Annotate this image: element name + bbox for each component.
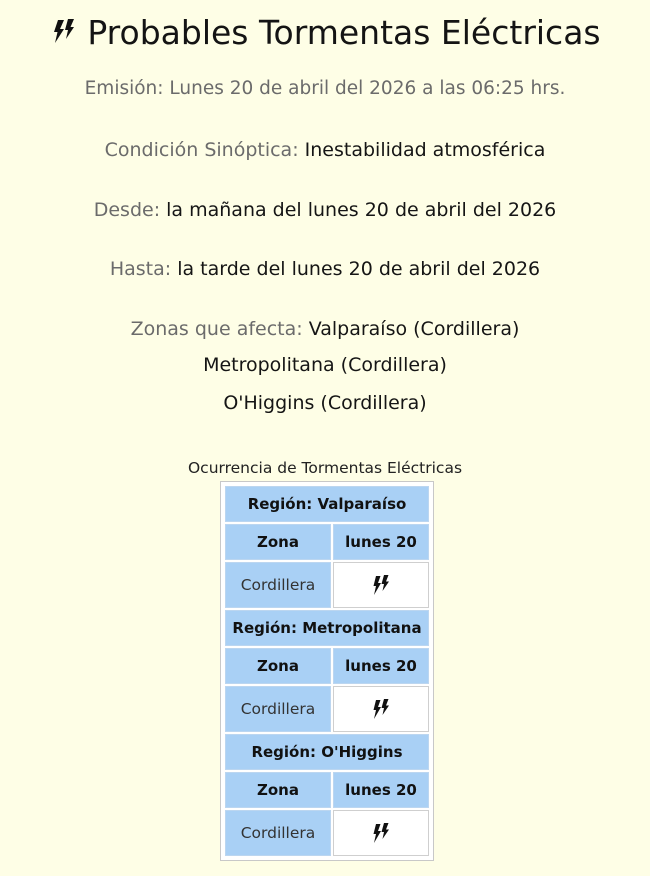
- storm-cell: [333, 810, 429, 856]
- column-header-day: lunes 20: [333, 772, 429, 808]
- storm-cell: [333, 562, 429, 608]
- zone-cell: Cordillera: [225, 810, 331, 856]
- zone-cell: Cordillera: [225, 686, 331, 732]
- emision-line: [0, 76, 650, 102]
- table-row: [225, 648, 429, 684]
- table-row: [225, 610, 429, 646]
- hasta-value: la tarde del lunes 20 de abril del 2026: [177, 258, 541, 280]
- zona-item: Valparaíso (Cordillera): [308, 318, 520, 340]
- condicion-line: [0, 137, 650, 163]
- lightning-bolts-icon: [371, 697, 391, 721]
- zonas-line: [0, 316, 650, 342]
- desde-label: Desde:: [93, 199, 161, 221]
- emision-label: Emisión:: [84, 78, 164, 99]
- lightning-bolts-icon: [371, 821, 391, 845]
- table-row: [225, 686, 429, 732]
- column-header-zona: Zona: [225, 524, 331, 560]
- lightning-bolts-icon: [49, 16, 79, 46]
- column-header-day: lunes 20: [333, 524, 429, 560]
- region-header: Región: O'Higgins: [225, 734, 429, 770]
- table-row: [225, 772, 429, 808]
- table-row: [225, 810, 429, 856]
- storm-occurrence-table: [220, 481, 434, 861]
- zona-item: Metropolitana (Cordillera): [203, 354, 447, 376]
- desde-line: [0, 197, 650, 223]
- table-caption: Ocurrencia de Tormentas Eléctricas: [187, 459, 463, 477]
- table-row: [225, 734, 429, 770]
- zonas-label: Zonas que afecta:: [130, 318, 303, 340]
- lightning-bolts-icon: [371, 573, 391, 597]
- region-header: Región: Valparaíso: [225, 486, 429, 522]
- hasta-label: Hasta:: [109, 258, 172, 280]
- table-row: [225, 524, 429, 560]
- column-header-day: lunes 20: [333, 648, 429, 684]
- condicion-value: Inestabilidad atmosférica: [304, 139, 546, 161]
- column-header-zona: Zona: [225, 648, 331, 684]
- condicion-label: Condición Sinóptica:: [104, 139, 299, 161]
- storm-cell: [333, 686, 429, 732]
- page-title-text: Probables Tormentas Eléctricas: [87, 13, 601, 52]
- hasta-line: [0, 256, 650, 282]
- table-row: [225, 562, 429, 608]
- column-header-zona: Zona: [225, 772, 331, 808]
- desde-value: la mañana del lunes 20 de abril del 2026: [166, 199, 557, 221]
- zona-item: O'Higgins (Cordillera): [223, 392, 427, 414]
- table-row: [225, 486, 429, 522]
- page-title: [0, 10, 650, 56]
- zone-cell: Cordillera: [225, 562, 331, 608]
- emision-value: Lunes 20 de abril del 2026 a las 06:25 hrs.: [169, 78, 566, 99]
- region-header: Región: Metropolitana: [225, 610, 429, 646]
